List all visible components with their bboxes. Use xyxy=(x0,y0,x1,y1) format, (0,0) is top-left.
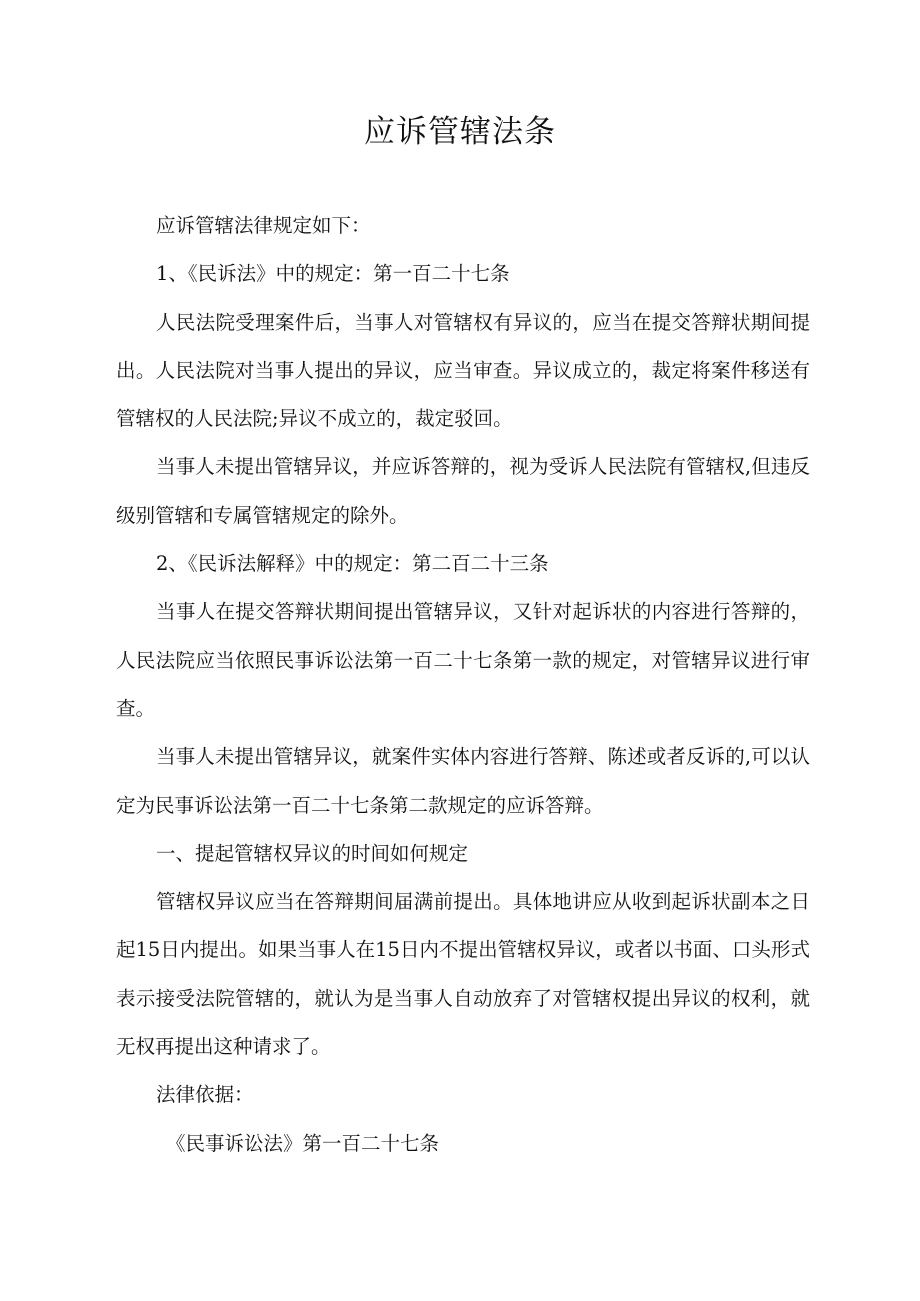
article-127-paragraph-2: 当事人未提出管辖异议，并应诉答辩的，视为受诉人民法院有管辖权,但违反级别管辖和专属管辖规定的除外。 xyxy=(116,455,810,527)
document-title: 应诉管辖法条 xyxy=(364,114,556,150)
article-127-paragraph-1: 人民法院受理案件后，当事人对管辖权有异议的，应当在提交答辩状期间提出。人民法院对当事人提出的异议，应当审查。异议成立的，裁定将案件移送有管辖权的人民法院;异议不成立的，裁定驳回。 xyxy=(116,310,810,431)
section-heading-judicial-interpretation: 2、《民诉法解释》中的规定：第二百二十三条 xyxy=(156,552,549,576)
document-body xyxy=(116,202,810,1168)
section-heading-civil-procedure-law: 1、《民诉法》中的规定：第一百二十七条 xyxy=(156,262,510,286)
intro-paragraph: 应诉管辖法律规定如下： xyxy=(156,214,371,237)
legal-basis-label: 法律依据： xyxy=(156,1083,254,1107)
legal-basis-reference: 《民事诉讼法》第一百二十七条 xyxy=(166,1131,440,1155)
article-223-paragraph-2: 当事人未提出管辖异议，就案件实体内容进行答辩、陈述或者反诉的,可以认定为民事诉讼法第一百二十七条第二款规定的应诉答辩。 xyxy=(116,745,810,817)
section-heading-objection-time: 一、提起管辖权异议的时间如何规定 xyxy=(156,841,469,865)
article-223-paragraph-1: 当事人在提交答辩状期间提出管辖异议，又针对起诉状的内容进行答辩的，人民法院应当依照民事诉讼法第一百二十七条第一款的规定，对管辖异议进行审查。 xyxy=(116,600,810,720)
objection-time-paragraph: 管辖权异议应当在答辩期间届满前提出。具体地讲应从收到起诉状副本之日起15日内提出。如果当事人在15日内不提出管辖权异议，或者以书面、口头形式表示接受法院管辖的，就认为是当事人自动放弃了对管辖权提出异议的权利，就无权再提出这种请求了。 xyxy=(116,890,810,1059)
